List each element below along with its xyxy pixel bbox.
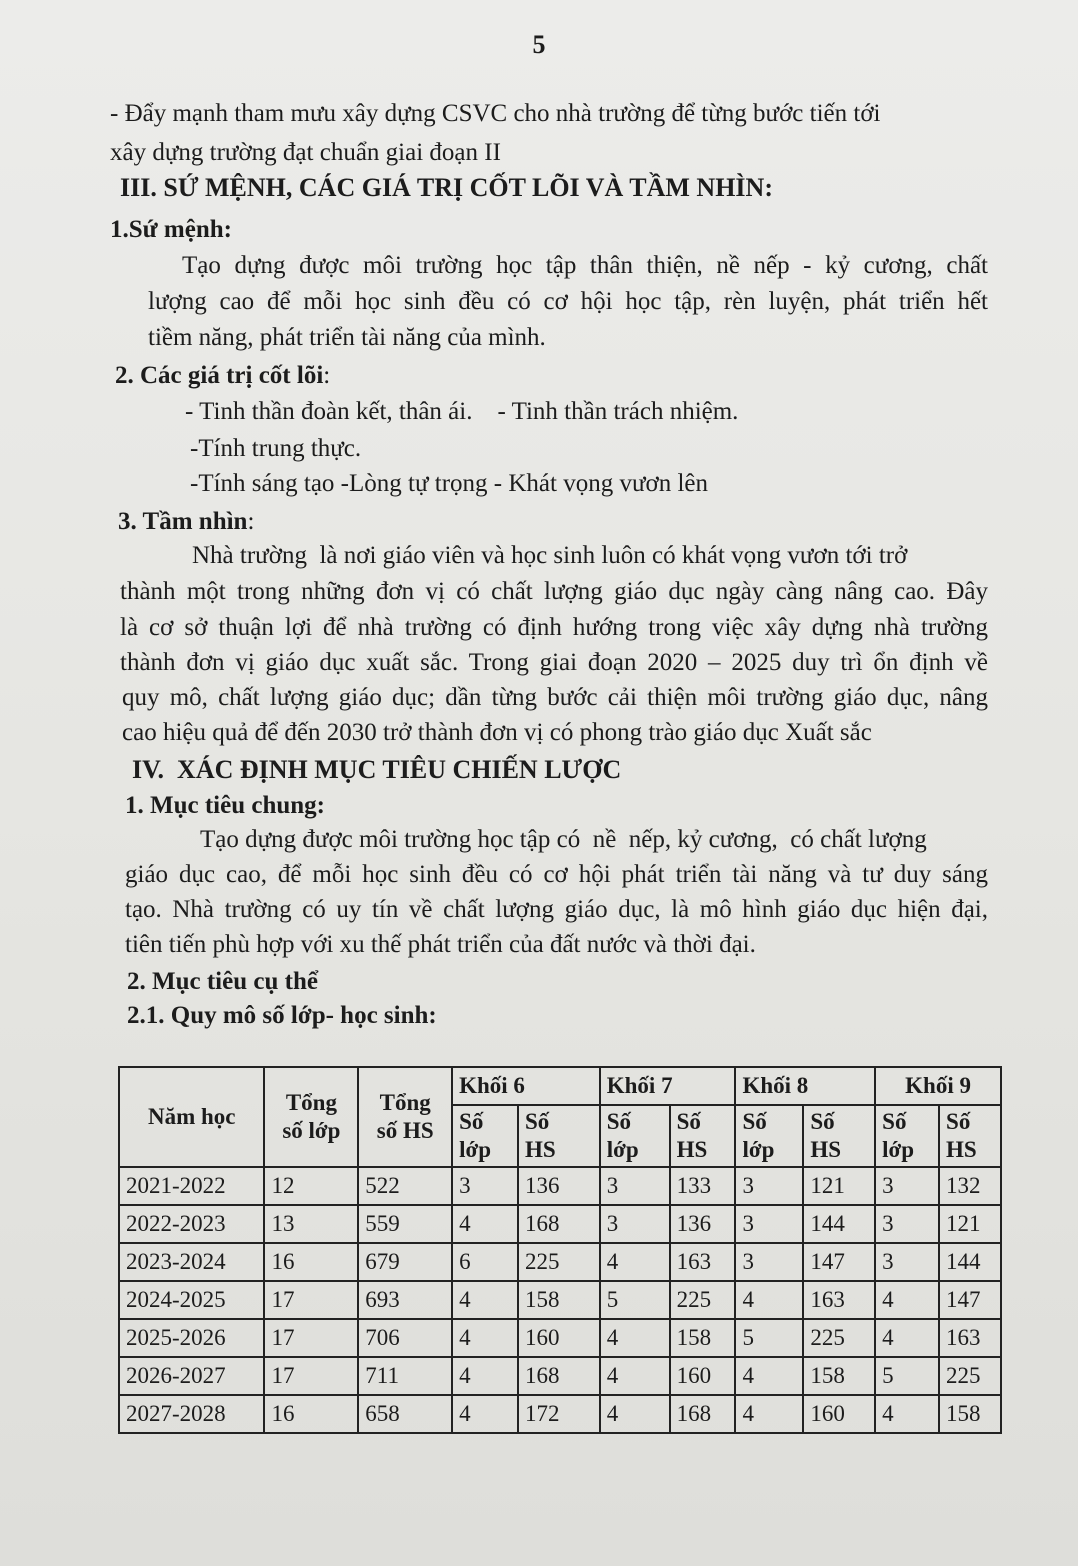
table-cell: 168 xyxy=(670,1395,736,1433)
table-cell: 3 xyxy=(735,1243,803,1281)
table-row xyxy=(119,1281,1001,1319)
cell-year: 2021-2022 xyxy=(119,1167,264,1205)
intro-line-1: - Đẩy mạnh tham mưu xây dựng CSVC cho nhà trường để từng bước tiến tới xyxy=(110,100,881,127)
table-cell: 144 xyxy=(803,1205,875,1243)
table-cell: 168 xyxy=(518,1205,600,1243)
table-cell: 3 xyxy=(600,1167,670,1205)
table-row xyxy=(119,1167,1001,1205)
table-cell: 4 xyxy=(875,1281,939,1319)
table-cell: 132 xyxy=(939,1167,1001,1205)
table-cell: 172 xyxy=(518,1395,600,1433)
table-cell: 4 xyxy=(452,1395,518,1433)
table-row xyxy=(119,1357,1001,1395)
table-cell: 4 xyxy=(735,1281,803,1319)
table-cell: 5 xyxy=(875,1357,939,1395)
general-goal-line-1: Tạo dựng được môi trường học tập có nề nếp, kỷ cương, có chất lượng xyxy=(200,826,927,853)
table-row xyxy=(119,1395,1001,1433)
table-cell: 163 xyxy=(803,1281,875,1319)
vision-line-2: thành một trong những đơn vị có chất lượng giáo dục ngày càng nâng cao. Đây xyxy=(120,578,988,605)
table-cell: 158 xyxy=(518,1281,600,1319)
sub-students-2: HS xyxy=(524,1137,556,1162)
values-heading-line xyxy=(115,360,330,392)
header-total-classes-line-1: Tổng xyxy=(285,1090,337,1115)
header-grade-9: Khối 9 xyxy=(875,1067,1001,1105)
sub-header-classes xyxy=(735,1105,803,1167)
table-row xyxy=(119,1243,1001,1281)
table-cell: 6 xyxy=(452,1243,518,1281)
sub-classes-1: Số xyxy=(742,1109,767,1134)
table-cell: 160 xyxy=(670,1357,736,1395)
table-cell: 136 xyxy=(670,1205,736,1243)
table-cell: 144 xyxy=(939,1243,1001,1281)
sub-header-classes xyxy=(600,1105,670,1167)
table-cell: 4 xyxy=(600,1395,670,1433)
table-cell: 160 xyxy=(518,1319,600,1357)
table-cell: 4 xyxy=(600,1357,670,1395)
sub-header-students xyxy=(518,1105,600,1167)
table-cell: 3 xyxy=(875,1243,939,1281)
general-goal-heading: 1. Mục tiêu chung: xyxy=(125,792,325,819)
header-total-classes xyxy=(264,1067,358,1167)
table-cell: 4 xyxy=(452,1281,518,1319)
sub-students-1: Số xyxy=(676,1109,701,1134)
cell-year: 2022-2023 xyxy=(119,1205,264,1243)
table-cell: 4 xyxy=(600,1319,670,1357)
cell-year: 2026-2027 xyxy=(119,1357,264,1395)
specific-goal-heading: 2. Mục tiêu cụ thể xyxy=(127,968,318,995)
header-total-students xyxy=(358,1067,452,1167)
table-cell: 16 xyxy=(264,1395,358,1433)
table-body xyxy=(119,1167,1001,1433)
table-cell: 706 xyxy=(358,1319,452,1357)
sub-classes-1: Số xyxy=(882,1109,907,1134)
general-goal-line-2: giáo dục cao, để mỗi học sinh đều có cơ hội phát triển tài năng và tư duy sáng xyxy=(125,861,988,888)
values-colon: : xyxy=(323,362,331,389)
table-cell: 3 xyxy=(735,1167,803,1205)
table-cell: 17 xyxy=(264,1357,358,1395)
class-student-scale-table xyxy=(118,1066,1002,1434)
table-row xyxy=(119,1319,1001,1357)
section3-heading: III. SỨ MỆNH, CÁC GIÁ TRỊ CỐT LÕI VÀ TẦM NHÌN: xyxy=(120,173,773,202)
table-cell: 3 xyxy=(875,1205,939,1243)
table-cell: 679 xyxy=(358,1243,452,1281)
vision-colon: : xyxy=(247,508,255,535)
table-header-row-1 xyxy=(119,1067,1001,1105)
cell-year: 2027-2028 xyxy=(119,1395,264,1433)
values-line-2: -Tính trung thực. xyxy=(190,435,362,462)
table-cell: 693 xyxy=(358,1281,452,1319)
cell-year: 2024-2025 xyxy=(119,1281,264,1319)
table-cell: 522 xyxy=(358,1167,452,1205)
table-cell: 4 xyxy=(875,1395,939,1433)
header-grade-7: Khối 7 xyxy=(600,1067,736,1105)
sub-header-students xyxy=(939,1105,1001,1167)
table-cell: 163 xyxy=(939,1319,1001,1357)
table-cell: 121 xyxy=(803,1167,875,1205)
values-heading: 2. Các giá trị cốt lõi xyxy=(115,362,324,389)
sub-students-2: HS xyxy=(676,1137,708,1162)
mission-line-2: lượng cao để mỗi học sinh đều có cơ hội học tập, rèn luyện, phát triển hết xyxy=(148,288,988,315)
table-cell: 158 xyxy=(803,1357,875,1395)
sub-students-2: HS xyxy=(946,1137,977,1162)
table-cell: 158 xyxy=(939,1395,1001,1433)
sub-header-students xyxy=(803,1105,875,1167)
sub-header-students xyxy=(670,1105,736,1167)
table-cell: 5 xyxy=(600,1281,670,1319)
general-goal-line-3: tạo. Nhà trường có uy tín về chất lượng giáo dục, là mô hình giáo dục hiện đại, xyxy=(125,896,988,923)
vision-line-5: quy mô, chất lượng giáo dục; dần từng bước cải thiện môi trường giáo dục, nâng xyxy=(122,684,988,711)
sub-classes-2: lớp xyxy=(459,1137,492,1162)
sub-classes-1: Số xyxy=(459,1109,484,1134)
table-cell: 225 xyxy=(803,1319,875,1357)
cell-year: 2023-2024 xyxy=(119,1243,264,1281)
sub-students-1: Số xyxy=(524,1109,550,1134)
header-total-classes-line-2: số lớp xyxy=(282,1118,341,1143)
table-cell: 163 xyxy=(670,1243,736,1281)
table-cell: 4 xyxy=(735,1357,803,1395)
table-cell: 17 xyxy=(264,1281,358,1319)
scale-heading: 2.1. Quy mô số lớp- học sinh: xyxy=(127,1002,437,1029)
section4-heading: IV. XÁC ĐỊNH MỤC TIÊU CHIẾN LƯỢC xyxy=(132,755,622,784)
sub-classes-2: lớp xyxy=(742,1137,775,1162)
table-row xyxy=(119,1205,1001,1243)
cell-year: 2025-2026 xyxy=(119,1319,264,1357)
mission-heading: 1.Sứ mệnh: xyxy=(110,216,232,243)
vision-line-3: là cơ sở thuận lợi để nhà trường có định hướng trong việc xây dựng nhà trường xyxy=(120,614,988,641)
vision-line-1: Nhà trường là nơi giáo viên và học sinh luôn có khát vọng vươn tới trở xyxy=(192,542,908,569)
page-number: 5 xyxy=(532,30,546,59)
table-cell: 13 xyxy=(264,1205,358,1243)
table-cell: 3 xyxy=(875,1167,939,1205)
table-cell: 4 xyxy=(875,1319,939,1357)
header-grade-6: Khối 6 xyxy=(452,1067,600,1105)
table-cell: 3 xyxy=(452,1167,518,1205)
table-cell: 17 xyxy=(264,1319,358,1357)
table-cell: 160 xyxy=(803,1395,875,1433)
sub-classes-2: lớp xyxy=(882,1137,915,1162)
table-cell: 121 xyxy=(939,1205,1001,1243)
table-cell: 158 xyxy=(670,1319,736,1357)
vision-heading-line xyxy=(118,506,254,538)
table-cell: 225 xyxy=(670,1281,736,1319)
values-line-1: - Tinh thần đoàn kết, thân ái. - Tinh thần trách nhiệm. xyxy=(185,398,739,425)
table-cell: 711 xyxy=(358,1357,452,1395)
intro-line-2: xây dựng trường đạt chuẩn giai đoạn II xyxy=(110,139,501,166)
table-cell: 5 xyxy=(735,1319,803,1357)
table-cell: 147 xyxy=(803,1243,875,1281)
header-grade-8: Khối 8 xyxy=(735,1067,875,1105)
table-cell: 16 xyxy=(264,1243,358,1281)
table-cell: 3 xyxy=(735,1205,803,1243)
sub-students-1: Số xyxy=(810,1109,835,1134)
sub-students-2: HS xyxy=(810,1137,841,1162)
vision-line-6: cao hiệu quả để đến 2030 trở thành đơn vị có phong trào giáo dục Xuất sắc xyxy=(122,719,872,746)
header-year: Năm học xyxy=(119,1067,264,1167)
table-cell: 4 xyxy=(600,1243,670,1281)
vision-line-4: thành đơn vị giáo dục xuất sắc. Trong giai đoạn 2020 – 2025 duy trì ổn định về xyxy=(120,649,988,676)
table-cell: 658 xyxy=(358,1395,452,1433)
table-cell: 225 xyxy=(518,1243,600,1281)
mission-line-1: Tạo dựng được môi trường học tập thân thiện, nề nếp - kỷ cương, chất xyxy=(182,252,988,279)
header-total-students-line-1: Tổng xyxy=(379,1090,431,1115)
sub-classes-2: lớp xyxy=(606,1137,639,1162)
table-cell: 168 xyxy=(518,1357,600,1395)
table-cell: 12 xyxy=(264,1167,358,1205)
mission-line-3: tiềm năng, phát triển tài năng của mình. xyxy=(148,324,546,351)
table-cell: 4 xyxy=(735,1395,803,1433)
header-total-students-line-2: số HS xyxy=(376,1118,434,1143)
table-cell: 147 xyxy=(939,1281,1001,1319)
table-cell: 3 xyxy=(600,1205,670,1243)
vision-heading: 3. Tầm nhìn xyxy=(118,508,248,535)
sub-header-classes xyxy=(452,1105,518,1167)
sub-header-classes xyxy=(875,1105,939,1167)
table-cell: 133 xyxy=(670,1167,736,1205)
table-cell: 136 xyxy=(518,1167,600,1205)
sub-classes-1: Số xyxy=(606,1109,632,1134)
table-cell: 225 xyxy=(939,1357,1001,1395)
sub-students-1: Số xyxy=(946,1109,971,1134)
table-cell: 4 xyxy=(452,1357,518,1395)
table-cell: 4 xyxy=(452,1319,518,1357)
general-goal-line-4: tiên tiến phù hợp với xu thế phát triển của đất nước và thời đại. xyxy=(125,931,756,958)
table-cell: 559 xyxy=(358,1205,452,1243)
values-line-3: -Tính sáng tạo -Lòng tự trọng - Khát vọng vươn lên xyxy=(190,470,709,497)
table-cell: 4 xyxy=(452,1205,518,1243)
